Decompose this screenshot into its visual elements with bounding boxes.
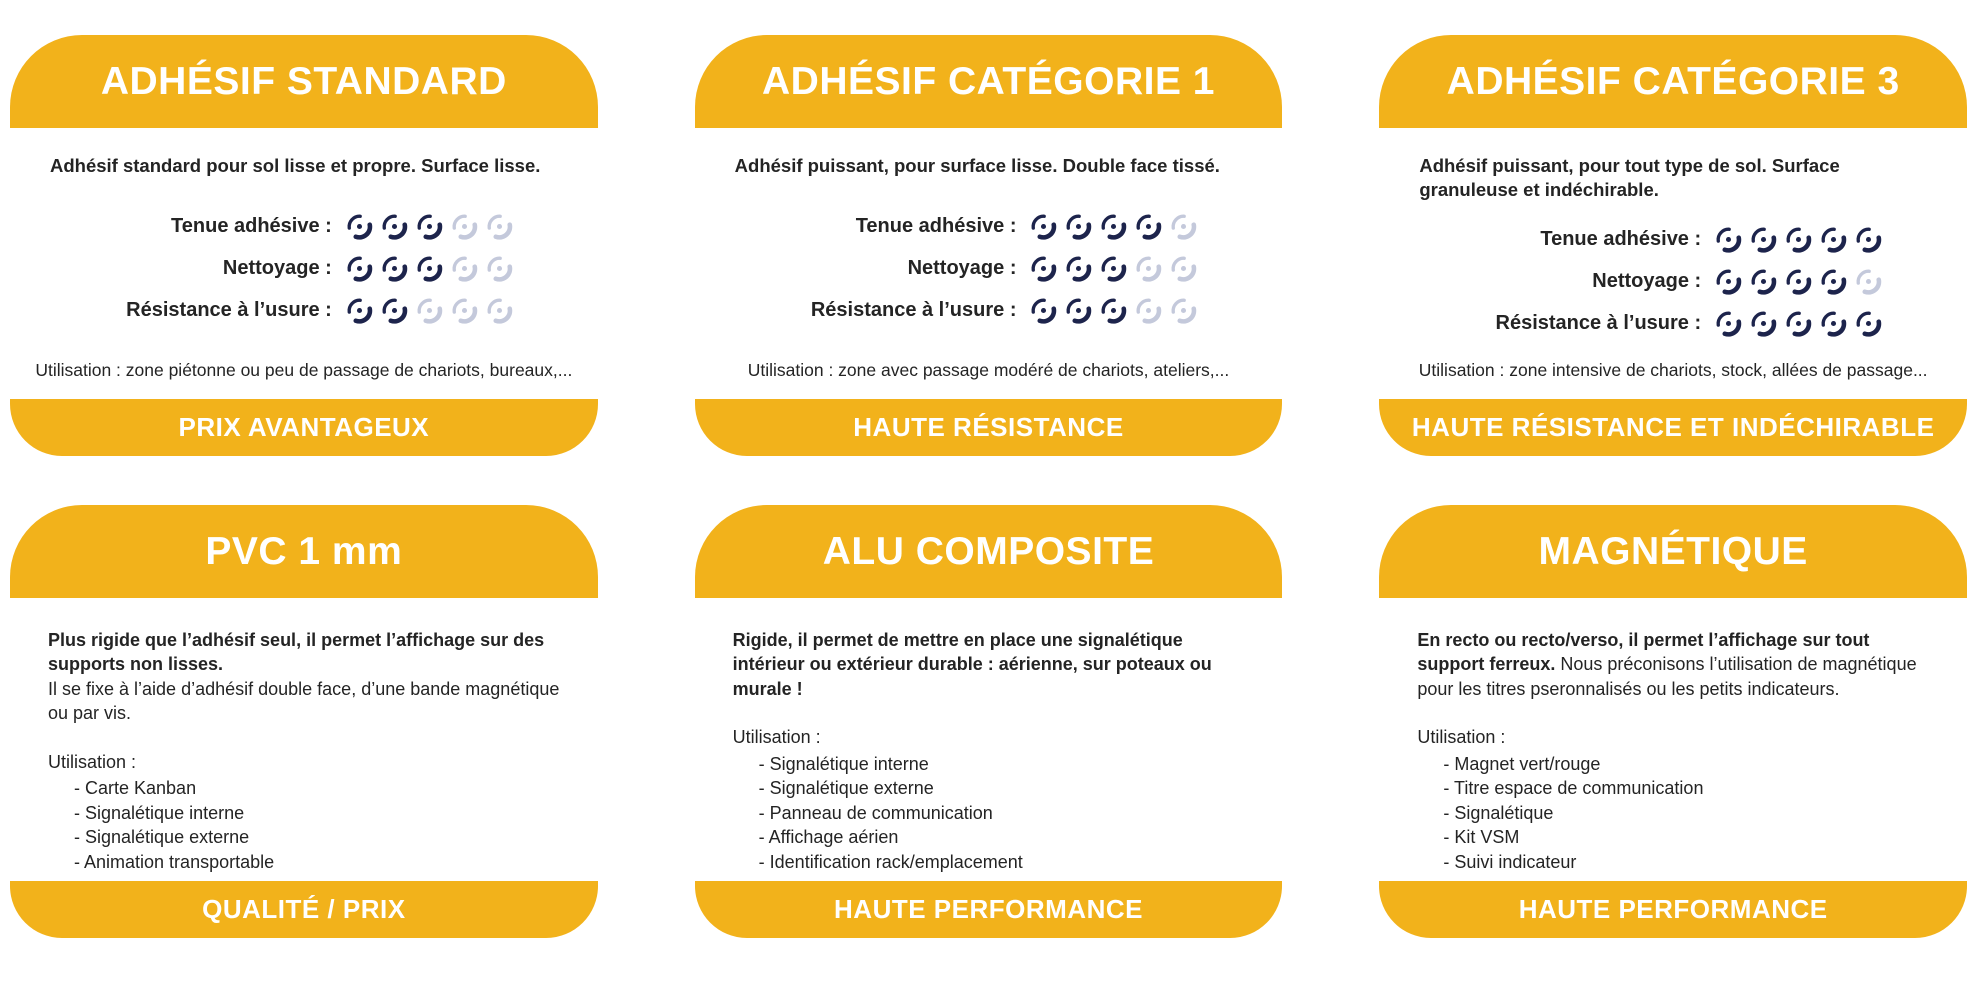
card-pvc-1mm [10,505,598,938]
rating-icons [346,213,518,240]
rating-swirl-icon [346,255,373,282]
card-title: ALU COMPOSITE [822,529,1155,573]
card-adhesif-categorie-3 [1379,35,1967,456]
rating-row-tenue-adhesive [695,213,1283,240]
usage-list-item: - Signalétique externe [48,825,560,849]
rating-swirl-icon [1715,310,1742,337]
card-footer-banner [695,881,1283,938]
usage-list-item: - Animation transportable [48,850,560,874]
rating-swirl-icon [381,297,408,324]
rating-swirl-icon [1785,268,1812,295]
card-description: Adhésif puissant, pour surface lisse. Double face tissé. [734,155,1220,176]
description-rest: Il se fixe à l’aide d’adhésif double face, d’une bande magnétique ou par vis. [48,678,560,724]
rating-label: Tenue adhésive : [171,215,332,238]
description-lead: Plus rigide que l’adhésif seul, il permet l’affichage sur des supports non lisses. [48,630,545,675]
material-description [48,628,560,726]
rating-icons [346,255,518,282]
card-title: MAGNÉTIQUE [1538,529,1808,573]
rating-swirl-icon [451,255,478,282]
card-title: ADHÉSIF STANDARD [100,59,507,103]
badge-label: PRIX AVANTAGEUX [178,412,430,442]
rating-icons [1715,268,1887,295]
usage-list-item: - Affichage aérien [733,825,1245,849]
rating-swirl-icon [486,297,513,324]
rating-row-nettoyage [10,255,598,282]
rating-row-tenue-adhesive [1379,226,1967,253]
rating-swirl-icon [1100,297,1127,324]
rating-swirl-icon [486,213,513,240]
card-adhesif-standard [10,35,598,456]
rating-swirl-icon [1820,310,1847,337]
usage-block [1417,725,1929,874]
rating-label: Nettoyage : [907,257,1017,280]
usage-list [48,776,560,874]
rating-swirl-icon [416,213,443,240]
card-header-banner [10,505,598,598]
rating-swirl-icon [1030,213,1057,240]
ratings-block [695,178,1283,359]
rating-swirl-icon [1030,297,1057,324]
card-body-text [1417,628,1929,874]
usage-line: Utilisation : zone piétonne ou peu de passage de chariots, bureaux,... [35,360,573,381]
usage-block [733,725,1245,874]
rating-swirl-icon [1100,213,1127,240]
rating-swirl-icon [451,213,478,240]
rating-swirl-icon [1135,213,1162,240]
rating-row-resistance-usure [10,297,598,324]
card-header-banner [695,35,1283,128]
rating-icons [1715,310,1887,337]
usage-block [48,750,560,874]
rating-swirl-icon [1750,268,1777,295]
rating-swirl-icon [1785,310,1812,337]
card-footer-banner [10,399,598,456]
rating-row-resistance-usure [1379,310,1967,337]
usage-line: Utilisation : zone avec passage modéré de chariots, ateliers,... [747,360,1230,381]
product-comparison-board [10,35,1967,938]
usage-list [1417,752,1929,874]
card-alu-composite [695,505,1283,938]
card-footer-banner [1379,881,1967,938]
rating-swirl-icon [1170,213,1197,240]
rating-swirl-icon [1065,297,1092,324]
usage-list-item: - Panneau de communication [733,801,1245,825]
card-title: ADHÉSIF CATÉGORIE 1 [761,59,1215,103]
rating-label: Nettoyage : [222,257,332,280]
rating-swirl-icon [1820,268,1847,295]
usage-list-item: - Kit VSM [1417,825,1929,849]
card-title: PVC 1 mm [205,529,403,573]
rating-swirl-icon [1065,255,1092,282]
usage-list-item: - Titre espace de communication [1417,776,1929,800]
rating-icons [1715,226,1887,253]
rating-swirl-icon [1100,255,1127,282]
rating-label: Résistance à l’usure : [1495,311,1702,334]
usage-list-item: - Suivi indicateur [1417,850,1929,874]
badge-label: HAUTE PERFORMANCE [834,894,1143,924]
rating-icons [1030,255,1202,282]
rating-swirl-icon [486,255,513,282]
material-description [733,628,1245,701]
card-footer-banner [1379,399,1967,456]
card-header-banner [1379,505,1967,598]
rating-swirl-icon [451,297,478,324]
rating-swirl-icon [1135,255,1162,282]
rating-row-tenue-adhesive [10,213,598,240]
rating-label: Nettoyage : [1592,269,1702,292]
ratings-block [1379,203,1967,359]
rating-swirl-icon [1030,255,1057,282]
description-lead: Rigide, il permet de mettre en place une signalétique intérieur ou extérieur durable : aérienne, sur poteaux ou murale ! [732,630,1212,699]
card-footer-banner [10,881,598,938]
card-magnetique [1379,505,1967,938]
rating-swirl-icon [1715,226,1742,253]
card-adhesif-categorie-1 [695,35,1283,456]
rating-swirl-icon [1065,213,1092,240]
rating-row-nettoyage [1379,268,1967,295]
ratings-block [10,178,598,359]
usage-list-item: - Signalétique [1417,801,1929,825]
rating-swirl-icon [1855,226,1882,253]
card-description: Adhésif puissant, pour tout type de sol. Surface granuleuse et indéchirable. [1419,155,1840,201]
rating-swirl-icon [1170,255,1197,282]
card-title: ADHÉSIF CATÉGORIE 3 [1446,59,1900,103]
rating-swirl-icon [346,297,373,324]
rating-swirl-icon [346,213,373,240]
badge-label: QUALITÉ / PRIX [202,894,406,924]
rating-icons [1030,297,1202,324]
usage-title: Utilisation : [1417,727,1506,748]
rating-swirl-icon [1820,226,1847,253]
usage-list-item: - Signalétique interne [48,801,560,825]
rating-swirl-icon [1750,310,1777,337]
usage-list-item: - Signalétique interne [733,752,1245,776]
rating-icons [1030,213,1202,240]
rating-icons [346,297,518,324]
rating-swirl-icon [381,255,408,282]
rating-swirl-icon [1785,226,1812,253]
usage-list-item: - Carte Kanban [48,776,560,800]
rating-swirl-icon [1750,226,1777,253]
description-rest: Nous préconisons l’utilisation de magnétique pour les titres pseronnalisés ou les petits indicateurs. [1417,654,1917,699]
card-header-banner [10,35,598,128]
rating-swirl-icon [1855,310,1882,337]
rating-label: Tenue adhésive : [855,215,1017,238]
card-description: Adhésif standard pour sol lisse et propre. Surface lisse. [50,155,541,176]
material-description [1417,628,1929,701]
rating-label: Résistance à l’usure : [810,299,1017,322]
rating-swirl-icon [1135,297,1162,324]
usage-list-item: - Magnet vert/rouge [1417,752,1929,776]
rating-row-nettoyage [695,255,1283,282]
card-footer-banner [695,399,1283,456]
rating-label: Résistance à l’usure : [126,299,332,322]
rating-swirl-icon [1170,297,1197,324]
badge-label: HAUTE RÉSISTANCE [853,412,1124,442]
usage-list-item: - Identification rack/emplacement [733,850,1245,874]
usage-title: Utilisation : [48,751,137,772]
usage-list-item: - Signalétique externe [733,776,1245,800]
description-lead: En recto ou recto/verso, il permet l’affichage sur tout support ferreux. [1417,630,1870,675]
rating-label: Tenue adhésive : [1540,227,1702,250]
usage-line: Utilisation : zone intensive de chariots, stock, allées de passage... [1418,360,1928,381]
card-header-banner [1379,35,1967,128]
rating-swirl-icon [416,297,443,324]
badge-label: HAUTE RÉSISTANCE ET INDÉCHIRABLE [1411,412,1935,442]
card-header-banner [695,505,1283,598]
badge-label: HAUTE PERFORMANCE [1518,894,1828,924]
rating-swirl-icon [1855,268,1882,295]
usage-title: Utilisation : [732,727,821,748]
card-body-text [48,628,560,874]
rating-swirl-icon [1715,268,1742,295]
rating-swirl-icon [416,255,443,282]
rating-row-resistance-usure [695,297,1283,324]
usage-list [733,752,1245,874]
rating-swirl-icon [381,213,408,240]
card-body-text [733,628,1245,874]
